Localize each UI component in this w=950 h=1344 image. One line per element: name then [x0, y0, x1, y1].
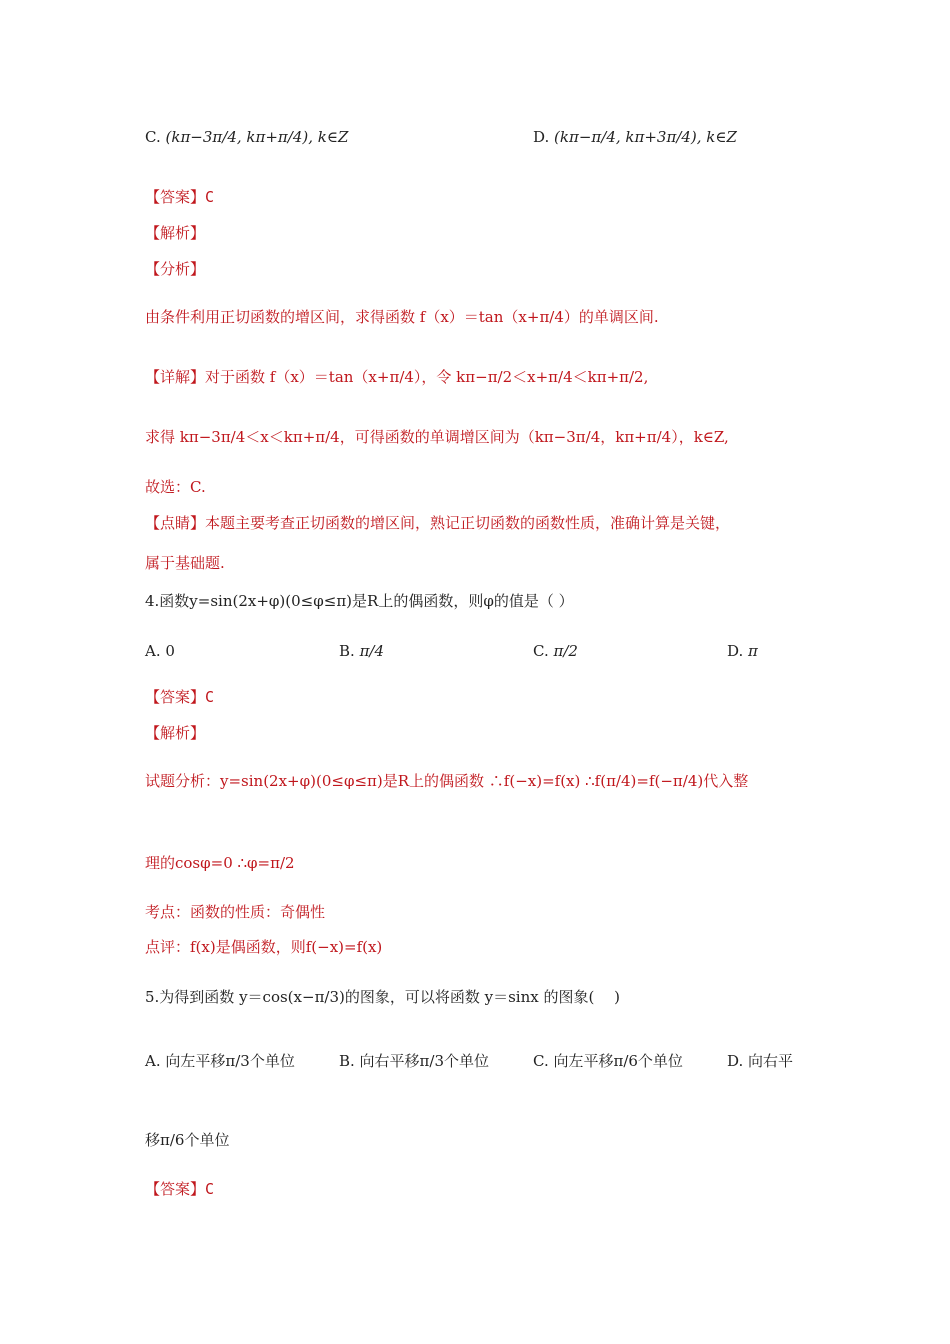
q4-option-a: A. 0 [145, 642, 175, 660]
q3-dianjing [145, 516, 730, 531]
option-d-interval: D. (kπ−π/4, kπ+3π/4), k∈Z [533, 128, 737, 146]
q4-zhengli: 理的cosφ=0 ∴φ=π/2 [145, 854, 295, 872]
q4-option-b-value: π/4 [359, 642, 385, 660]
q4-analysis-tag: 【解析】 [145, 724, 206, 742]
q3-answer: 【答案】C [145, 188, 215, 206]
q5-option-c: C. 向左平移π/6个单位 [533, 1052, 683, 1070]
q5-stem: 5.为得到函数 y＝cos(x−π/3)的图象，可以将函数 y＝sinx 的图象( ) [145, 988, 620, 1006]
q5-option-d: D. 向右平 [727, 1052, 794, 1070]
q4-option-c: C. π/2 [533, 642, 578, 660]
q5-option-b: B. 向右平移π/3个单位 [339, 1052, 490, 1070]
q3-dianjing-text2: 属于基础题. [145, 554, 225, 572]
q3-fenxi-text: 由条件利用正切函数的增区间，求得函数 f（x）＝tan（x+π/4）的单调区间. [145, 308, 659, 326]
q3-fenxi-tag: 【分析】 [145, 260, 206, 278]
q3-dianjing-tag: 【点睛】 [145, 514, 206, 532]
q4-answer: 【答案】C [145, 688, 215, 706]
q3-analysis-tag: 【解析】 [145, 224, 206, 242]
q5-option-a: A. 向左平移π/3个单位 [145, 1052, 295, 1070]
q4-stem: 4.函数y=sin(2x+φ)(0≤φ≤π)是R上的偶函数，则φ的值是（ ） [145, 592, 574, 610]
q4-shiti: 试题分析：y=sin(2x+φ)(0≤φ≤π)是R上的偶函数 ∴f(−x)=f(x) ∴f(π/4)=f(−π/4)代入整 [145, 772, 749, 790]
option-c-interval: C. (kπ−3π/4, kπ+π/4), k∈Z [145, 128, 349, 146]
q3-detail-tag: 【详解】 [145, 368, 206, 386]
q4-option-d-value: π [748, 642, 758, 660]
q3-detail [145, 370, 648, 385]
q4-dianping: 点评：f(x)是偶函数，则f(−x)=f(x) [145, 938, 383, 956]
q3-detail-text: 对于函数 f（x）＝tan（x+π/4），令 kπ−π/2＜x+π/4＜kπ+π/2, [205, 368, 649, 386]
q5-answer: 【答案】C [145, 1180, 215, 1198]
q4-option-c-value: π/2 [553, 642, 578, 660]
option-d-expression: (kπ−π/4, kπ+3π/4), k∈Z [554, 128, 737, 146]
q3-guxuan: 故选：C. [145, 478, 206, 496]
q4-option-a-value: 0 [165, 642, 175, 660]
q4-kaodian: 考点：函数的性质：奇偶性 [145, 903, 326, 921]
q5-option-d-continued: 移π/6个单位 [145, 1131, 230, 1149]
q3-qiu-text: 求得 kπ−3π/4＜x＜kπ+π/4，可得函数的单调增区间为（kπ−3π/4，kπ+π/4），k∈Z, [145, 428, 729, 446]
option-c-expression: (kπ−3π/4, kπ+π/4), k∈Z [165, 128, 349, 146]
q4-option-d: D. π [727, 642, 758, 660]
q4-option-b: B. π/4 [339, 642, 385, 660]
q3-dianjing-text: 本题主要考查正切函数的增区间，熟记正切函数的函数性质，准确计算是关键， [205, 514, 731, 532]
